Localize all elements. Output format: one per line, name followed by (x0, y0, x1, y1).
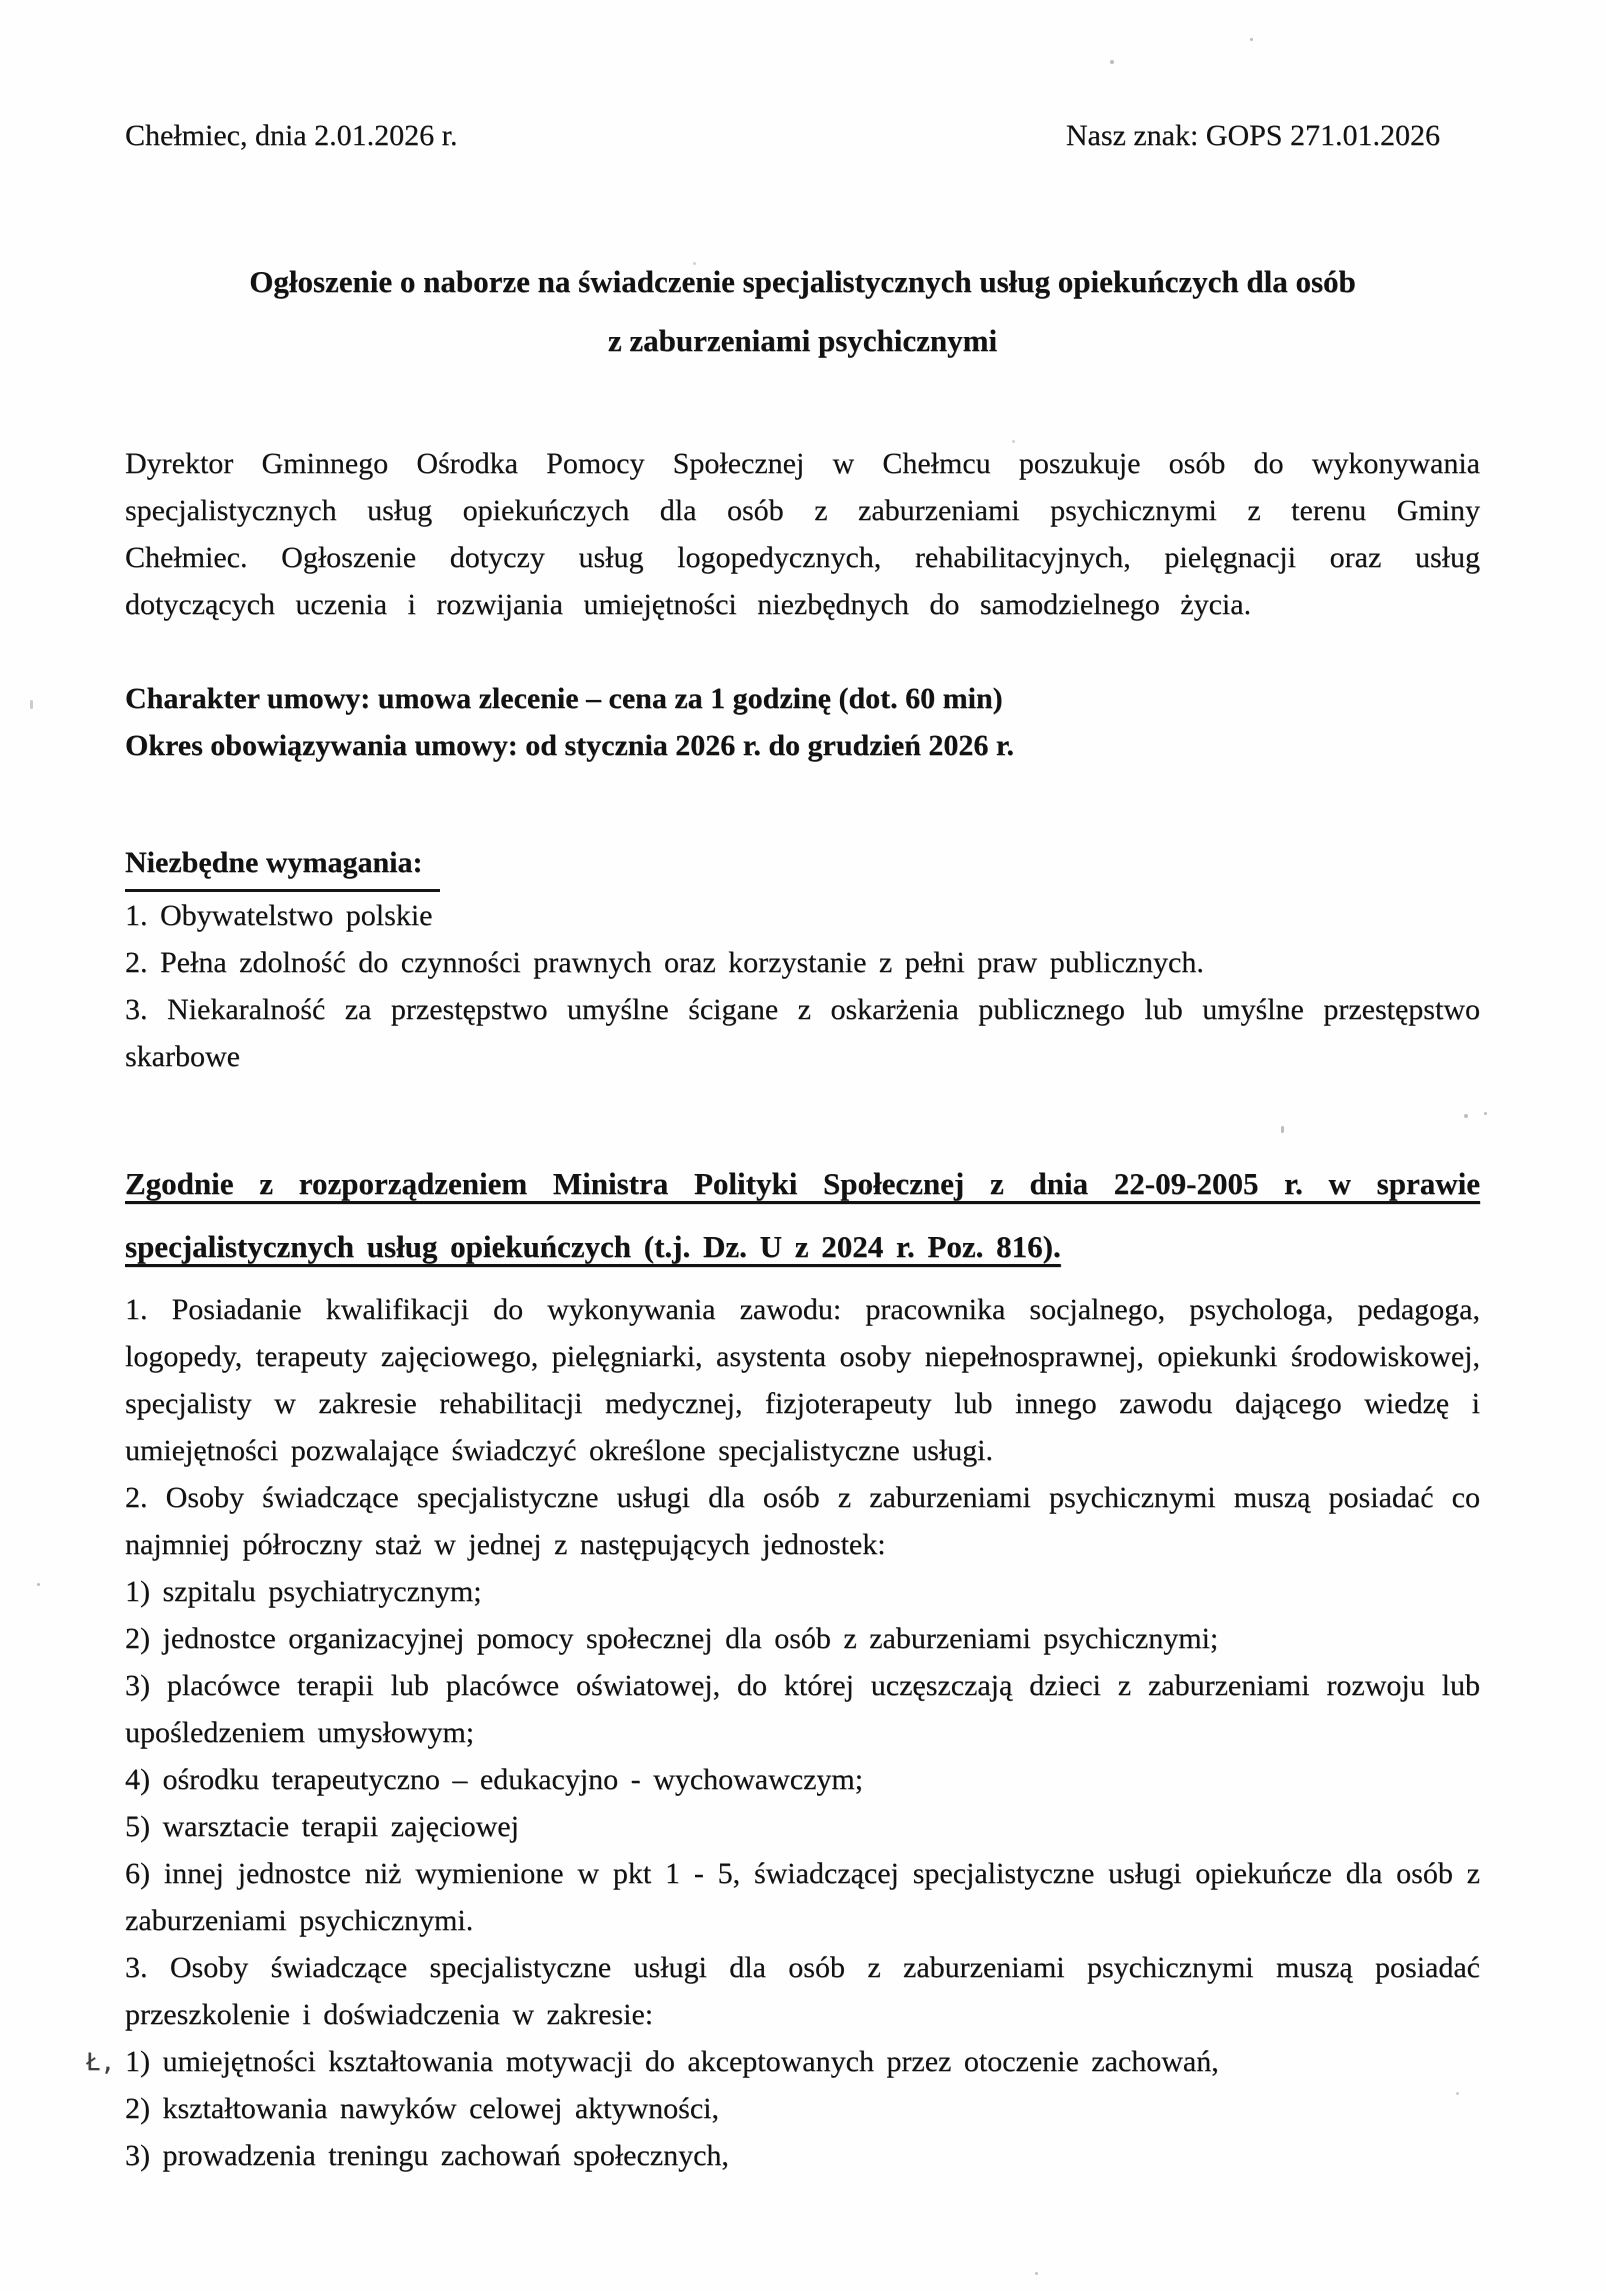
document-title-line1: Ogłoszenie o naborze na świadczenie specjalistycznych usług opiekuńczych dla osób (249, 264, 1356, 299)
requirements-heading-text: Niezbędne wymagania: (125, 839, 440, 892)
scan-speck (37, 1583, 40, 1586)
stray-mark: Ł, (86, 2048, 115, 2076)
regulation-item: 2) kształtowania nawyków celowej aktywności, (125, 2092, 719, 2125)
requirement-item: 3. Niekaralność za przestępstwo umyślne ścigane z oskarżenia publicznego lub umyślne przestępstwo skarbowe (125, 993, 1480, 1073)
scan-speck (1012, 440, 1015, 443)
scan-speck (1464, 1114, 1468, 1118)
scan-speck (1456, 2092, 1459, 2095)
document-title (125, 252, 1480, 370)
intro-paragraph: Dyrektor Gminnego Ośrodka Pomocy Społecznej w Chełmcu poszukuje osób do wykonywania specjalistycznych usług opiekuńczych dla osób z zaburzeniami psychicznymi z terenu Gminy Chełmiec. Ogłoszenie dotyczy usług logopedycznych, rehabilitacyjnych, pielęgnacji oraz usług dotyczących uczenia i rozwijania umiejętności niezbędnych do samodzielnego życia. (125, 447, 1480, 621)
regulation-item: 2. Osoby świadczące specjalistyczne usługi dla osób z zaburzeniami psychicznymi muszą posiadać co najmniej półroczny staż w jednej z następujących jednostek: (125, 1481, 1480, 1561)
requirements-list (125, 892, 1480, 1080)
scan-speck (866, 1186, 869, 1189)
scan-speck (1110, 60, 1114, 64)
requirement-item: 2. Pełna zdolność do czynności prawnych oraz korzystanie z pełni praw publicznych. (125, 946, 1204, 979)
regulation-item: 3. Osoby świadczące specjalistyczne usługi dla osób z zaburzeniami psychicznymi muszą posiadać przeszkolenie i doświadczenia w zakresie: (125, 1951, 1480, 2031)
regulation-heading (125, 1152, 1480, 1278)
scan-speck (30, 700, 33, 709)
regulation-item: 2) jednostce organizacyjnej pomocy społecznej dla osób z zaburzeniami psychicznymi; (125, 1622, 1219, 1655)
requirements-section (125, 839, 1480, 1080)
regulation-item: 4) ośrodku terapeutyczno – edukacyjno - wychowawczym; (125, 1763, 864, 1796)
contract-terms (125, 675, 1480, 769)
scan-speck (1250, 38, 1253, 41)
regulation-heading-text: Zgodnie z rozporządzeniem Ministra Polityki Społecznej z dnia 22-09-2005 r. w sprawie specjalistycznych usług opiekuńczych (t.j. Dz. U z 2024 r. Poz. 816). (125, 1166, 1480, 1264)
regulation-item: 5) warsztacie terapii zajęciowej (125, 1810, 519, 1843)
regulation-item: 3) prowadzenia treningu zachowań społecznych, (125, 2139, 729, 2172)
regulation-item: 1) umiejętności kształtowania motywacji do akceptowanych przez otoczenie zachowań, (125, 2045, 1219, 2078)
regulation-item: 3) placówce terapii lub placówce oświatowej, do której uczęszczają dzieci z zaburzeniami rozwoju lub upośledzeniem umysłowym; (125, 1669, 1480, 1749)
place-date: Chełmiec, dnia 2.01.2026 r. (125, 119, 458, 152)
requirement-item: 1. Obywatelstwo polskie (125, 899, 433, 932)
reference-number: Nasz znak: GOPS 271.01.2026 (1065, 119, 1440, 152)
regulation-list (125, 1286, 1480, 2179)
contract-period: Okres obowiązywania umowy: od stycznia 2026 r. do grudzień 2026 r. (125, 729, 1014, 762)
contract-type: Charakter umowy: umowa zlecenie – cena za 1 godzinę (dot. 60 min) (125, 682, 1003, 715)
regulation-item: 6) innej jednostce niż wymienione w pkt 1 - 5, świadczącej specjalistyczne usługi opiekuńcze dla osób z zaburzeniami psychicznymi. (125, 1857, 1480, 1937)
requirements-heading (125, 839, 1480, 892)
document-title-line2: z zaburzeniami psychicznymi (607, 323, 998, 358)
scan-speck (1484, 1112, 1487, 1115)
scan-speck (693, 262, 696, 265)
regulation-item: 1. Posiadanie kwalifikacji do wykonywania zawodu: pracownika socjalnego, psychologa, pedagoga, logopedy, terapeuty zajęciowego, pielęgniarki, asystenta osoby niepełnosprawnej, opiekunki środowiskowej, specjalisty w zakresie rehabilitacji medycznej, fizjoterapeuty lub innego zawodu dającego wiedzę i umiejętności pozwalające świadczyć określone specjalistyczne usługi. (125, 1293, 1480, 1467)
regulation-item: 1) szpitalu psychiatrycznym; (125, 1575, 482, 1608)
document-header (0, 0, 1606, 156)
scan-speck (1035, 2272, 1038, 2275)
scan-speck (1281, 1126, 1284, 1133)
